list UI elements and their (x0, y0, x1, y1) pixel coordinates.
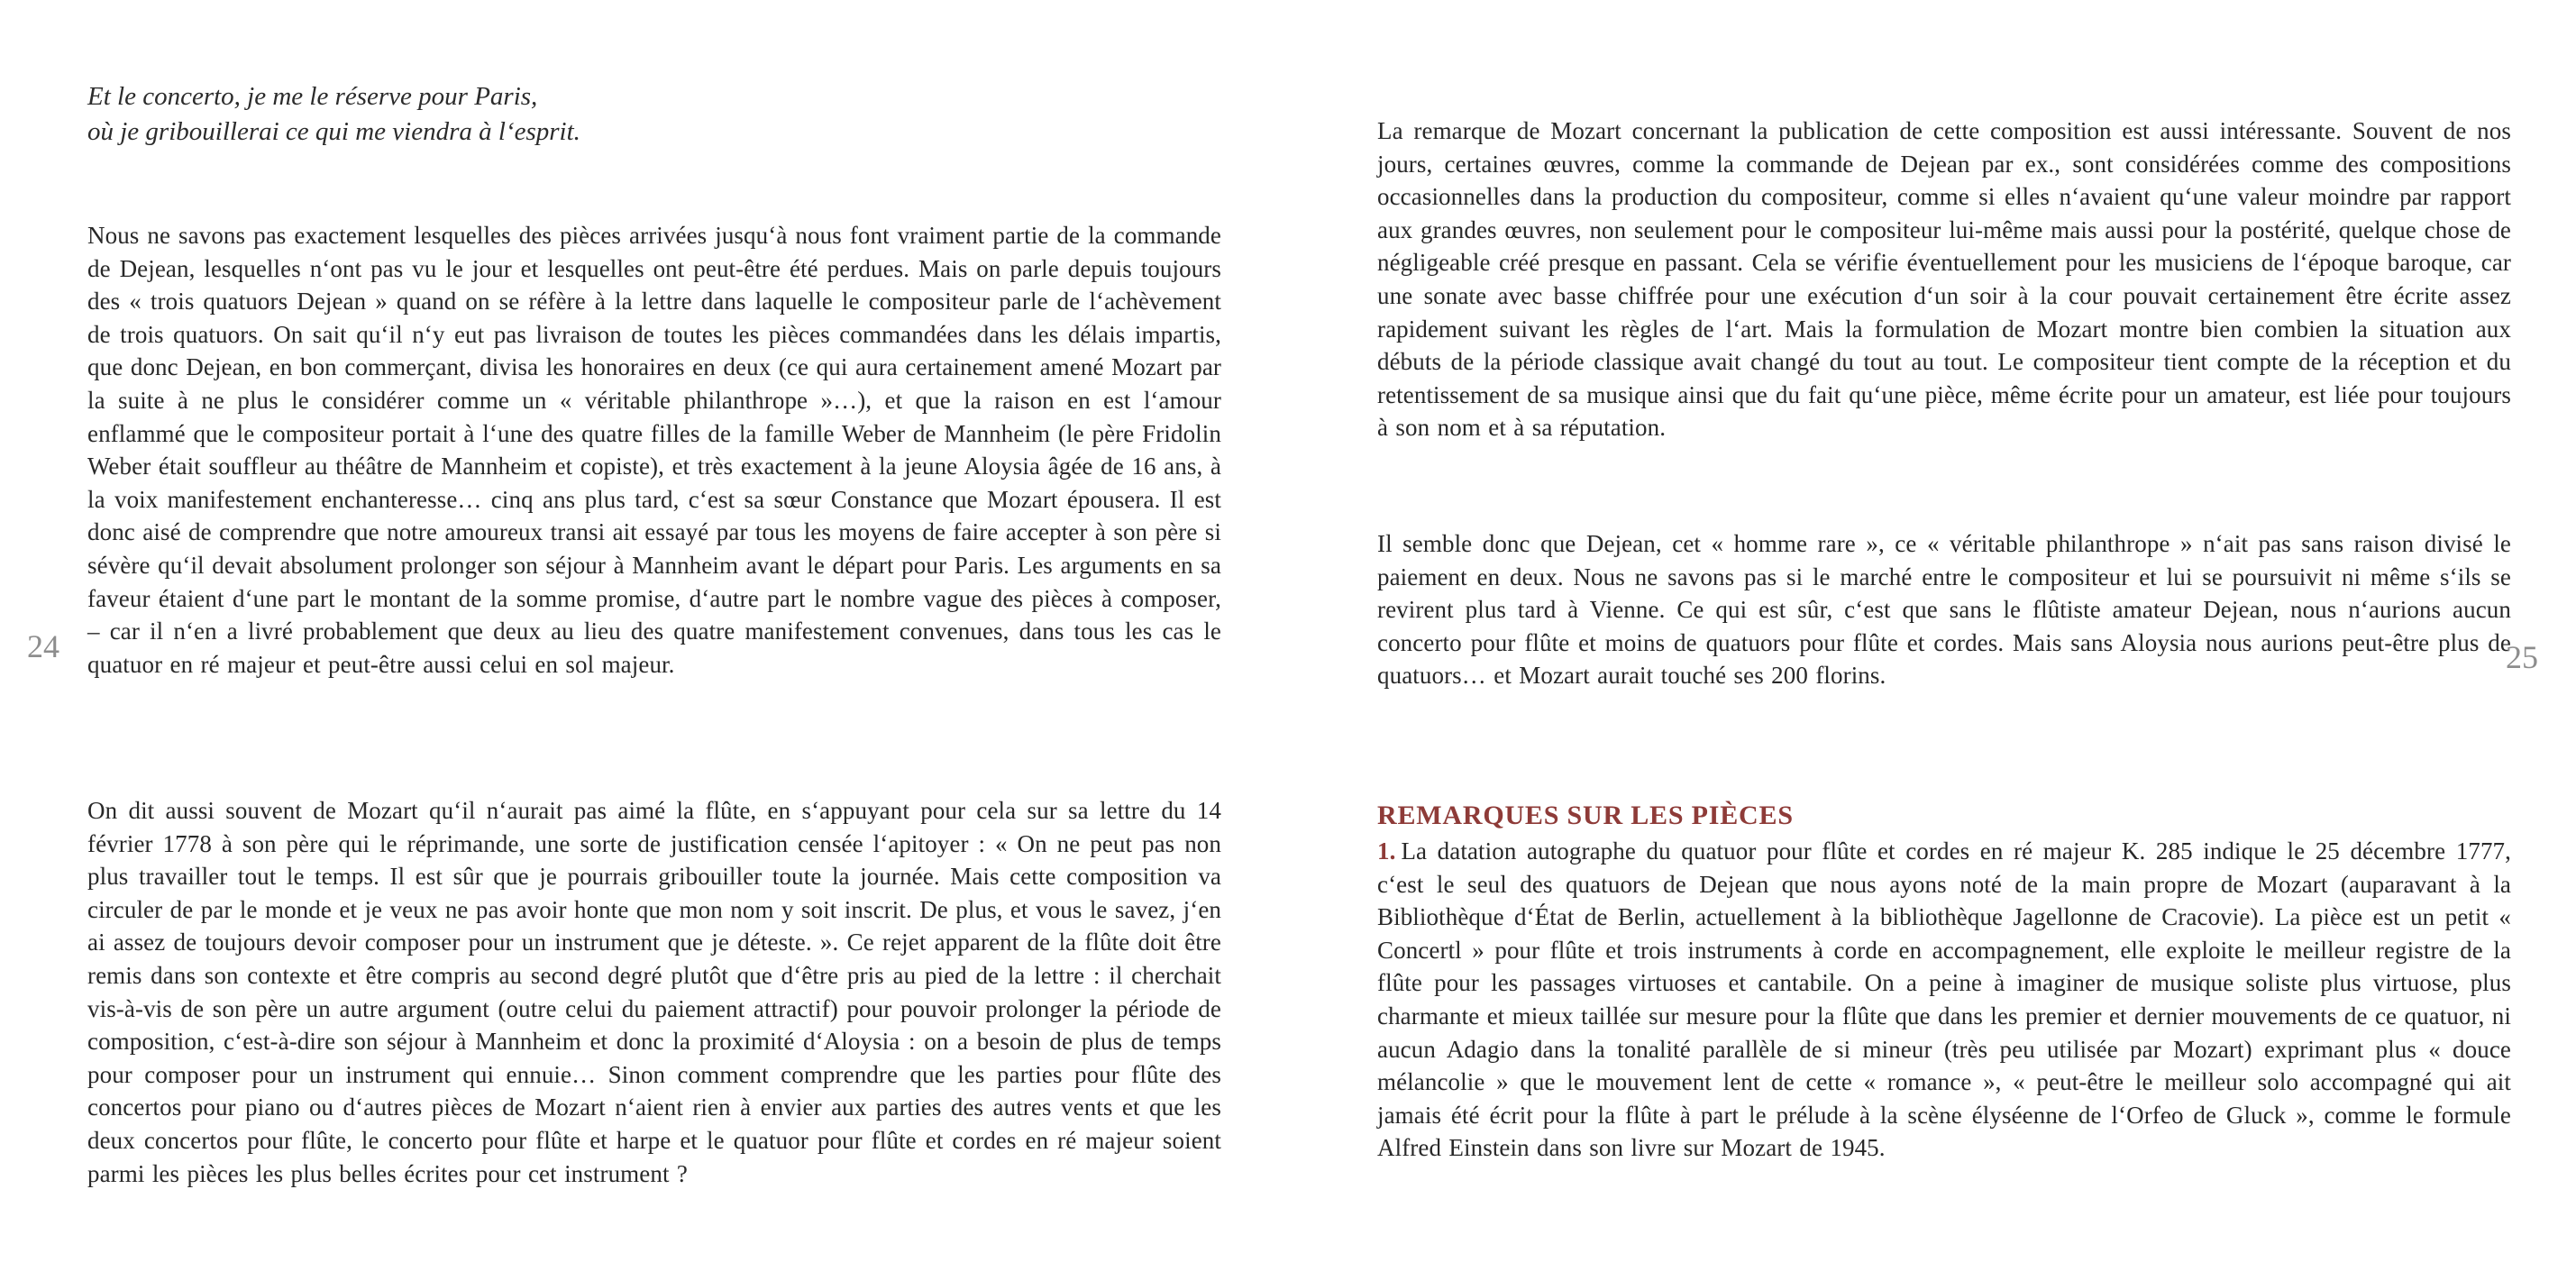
item-number: 1. (1377, 837, 1396, 865)
right-paragraph-1: La remarque de Mozart concernant la publication de cette composition est aussi intéressante. Souvent de nos jours, certaines œuvres, comme la commande de Dejean par ex., sont considérées comme des compositions occasionnelles dans la production du compositeur, comme si elles n‘avaient qu‘une valeur moindre par rapport aux grandes œuvres, non seulement pour le compositeur lui-même mais aussi pour la postérité, quelque chose de négligeable créé presque en passant. Cela se vérifie éventuellement pour les musiciens de l‘époque baroque, car une sonate avec basse chiffrée pour une exécution d‘un soir à la cour pouvait certainement être écrite assez rapidement suivant les règles de l‘art. Mais la formulation de Mozart montre bien combien la situation aux débuts de la période classique avait changé du tout au tout. Le compositeur tient compte de la réception et du retentissement de sa musique ainsi que du fait qu‘une pièce, même écrite pour un amateur, est liée pour toujours à son nom et à sa réputation. (1377, 117, 2511, 442)
epigraph-line-1: Et le concerto, je me le réserve pour Paris, (87, 82, 538, 111)
page-number-25: 25 (2506, 639, 2538, 675)
page-right (1288, 0, 2576, 1281)
left-paragraph-1: Nous ne savons pas exactement lesquelles des pièces arrivées jusqu‘à nous font vraiment partie de la commande de Dejean, lesquelles n‘ont pas vu le jour et lesquelles ont peut-être été perdues. Mais on parle depuis toujours des « trois quatuors Dejean » quand on se réfère à la lettre dans laquelle le compositeur parle de l‘achèvement de trois quatuors. On sait qu‘il n‘y eut pas livraison de toutes les pièces commandées dans les délais impartis, que donc Dejean, en bon commerçant, divisa les honoraires en deux (ce qui aura certainement amené Mozart par la suite à ne plus le considérer comme un « véritable philanthrope »…), et que la raison en est l‘amour enflammé que le compositeur portait à l‘une des quatre filles de la famille Weber de Mannheim (le père Fridolin Weber était souffleur au théâtre de Mannheim et copiste), et très exactement à la jeune Aloysia âgée de 16 ans, à la voix manifestement enchanteresse… cinq ans plus tard, c‘est sa sœur Constance que Mozart épousera. Il est donc aisé de comprendre que notre amoureux transi ait essayé par tous les moyens de faire accepter à son père si sévère qu‘il devait absolument prolonger son séjour à Mannheim avant le départ pour Paris. Les arguments en sa faveur étaient d‘une part le montant de la somme promise, d‘autre part le nombre vague des pièces à composer, – car il n‘en a livré probablement que deux au lieu des quatre manifestement convenues, dans tous les cas le quatuor en ré majeur et peut-être aussi celui en sol majeur. (87, 222, 1221, 678)
section-heading: REMARQUES SUR LES PIÈCES (1377, 801, 1794, 830)
section-item-1 (1377, 835, 2511, 1165)
epigraph-line-2: où je gribouillerai ce qui me viendra à l‘esprit. (87, 117, 580, 146)
remarks-section (1377, 799, 2511, 1189)
left-paragraph-2: On dit aussi souvent de Mozart qu‘il n‘aurait pas aimé la flûte, en s‘appuyant pour cela sur sa lettre du 14 février 1778 à son père qui le réprimande, une sorte de justification censée l‘apitoyer : « On ne peut pas non plus travailler tout le temps. Il est sûr que je pourrais gribouiller toute la journée. Mais cette composition va circuler de par le monde et je veux ne pas avoir honte que mon nom y soit inscrit. De plus, et vous le savez, j‘en ai assez de toujours devoir composer pour un instrument que je déteste. ». Ce rejet apparent de la flûte doit être remis dans son contexte et être compris au second degré plutôt que d‘être pris au pied de la lettre : il cherchait vis-à-vis de son père un autre argument (outre celui du paiement attractif) pour pouvoir prolonger la période de composition, c‘est-à-dire son séjour à Mannheim et donc la proximité d‘Aloysia : on a besoin de plus de temps pour composer pour un instrument qui ennuie… Sinon comment comprendre que les parties pour flûte des concertos pour piano ou d‘autres pièces de Mozart n‘aient rien à envier aux parties des autres vents et que les deux concertos pour flûte, le concerto pour flûte et harpe et le quatuor pour flûte et cordes en ré majeur soient parmi les pièces les plus belles écrites pour cet instrument ? (87, 797, 1221, 1187)
right-paragraph-2: Il semble donc que Dejean, cet « homme rare », ce « véritable philanthrope » n‘ait pas sans raison divisé le paiement en deux. Nous ne savons pas si le marché entre le compositeur et lui se poursuivit ni même s‘ils se revirent plus tard à Vienne. Ce qui est sûr, c‘est que sans le flûtiste amateur Dejean, nous n‘aurions aucun concerto pour flûte et moins de quatuors pour flûte et cordes. Mais sans Aloysia nous aurions peut-être plus de quatuors… et Mozart aurait touché ses 200 florins. (1377, 530, 2511, 690)
left-text-column (87, 79, 1221, 1269)
item-text: La datation autographe du quatuor pour flûte et cordes en ré majeur K. 285 indique le 25 décembre 1777, c‘est le seul des quatuors de Dejean que nous ayons noté de la main propre de Mozart (auparavant à la Bibliothèque d‘État de Berlin, actuellement à la bibliothèque Jagellonne de Cracovie). La pièce est un petit « Concertl » pour flûte et trois instruments à corde en accompagnement, elle exploite le meilleur registre de la flûte pour les passages virtuoses et cantabile. On a peine à imaginer de musique soliste plus virtuose, plus charmante et mieux taillée sur mesure pour la flûte que dans les premier et dernier mouvements de ce quatuor, ni aucun Adagio dans la tonalité parallèle de si mineur (très peu utilisée par Mozart) exprimant plus « douce mélancolie » que le mouvement lent de cette « romance », « peut-être le meilleur solo accompagné qui ait jamais été écrit pour la flûte à part le prélude à la scène élyséenne de l‘Orfeo de Gluck », comme le formule Alfred Einstein dans son livre sur Mozart de 1945. (1377, 837, 2511, 1162)
epigraph-quote (87, 79, 1221, 150)
right-text-column (1377, 90, 2511, 1271)
page-number-24: 24 (27, 628, 59, 664)
